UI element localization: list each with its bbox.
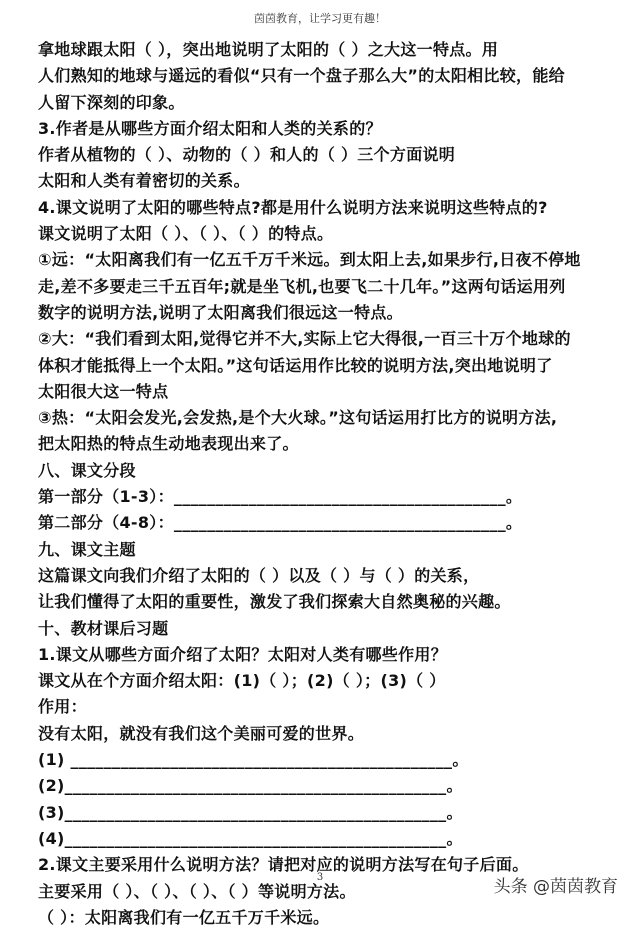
text-line: 拿地球跟太阳（ ），突出地说明了太阳的（ ）之大这一特点。用 bbox=[38, 40, 499, 59]
text-line: 作者从植物的（ ）、动物的（ ）和人的（ ）三个方面说明 bbox=[38, 145, 456, 165]
section-heading: 十、教材课后习题 bbox=[38, 618, 169, 638]
text-line: ③热：“太阳会发光,会发热,是个大火球。”这句话运用打比方的说明方法, bbox=[38, 408, 558, 428]
answer-line: (4)______________________________________________。 bbox=[38, 828, 463, 848]
text-line: 走,差不多要走三千五百年;就是坐飞机,也要飞二十几年。”这两句话运用列 bbox=[38, 276, 566, 296]
text-line: 课文说明了太阳（ ）、（ ）、（ ）的特点。 bbox=[38, 224, 334, 244]
answer-line: (3)______________________________________________。 bbox=[38, 802, 463, 822]
text-line: （ ）：太阳离我们有一亿五千万千米远。 bbox=[38, 907, 330, 927]
answer-line: (1) ______________________________________________。 bbox=[38, 750, 469, 770]
text-line: 体积才能抵得上一个太阳。”这句话运用作比较的说明方法,突出地说明了 bbox=[38, 355, 553, 375]
question-heading: 3.作者是从哪些方面介绍太阳和人类的关系的？ bbox=[38, 118, 382, 138]
text-line: 把太阳热的特点生动地表现出来了。 bbox=[38, 434, 299, 454]
text-line: 课文从在个方面介绍太阳：(1)（ ）；(2)（ ）；(3)（ ） bbox=[38, 671, 446, 691]
text-line: ②大：“我们看到太阳,觉得它并不大,实际上它大得很,一百三十万个地球的 bbox=[38, 329, 571, 349]
text-line: 太阳和人类有着密切的关系。 bbox=[38, 171, 250, 191]
text-line: 第二部分（4-8）：________________________________________。 bbox=[38, 513, 523, 533]
question-heading: 4.课文说明了太阳的哪些特点?都是用什么说明方法来说明这些特点的? bbox=[38, 197, 548, 217]
page-header: 茵茵教育，让学习更有趣！ bbox=[254, 12, 386, 25]
text-line: 作用： bbox=[38, 697, 87, 717]
worksheet-body bbox=[38, 37, 608, 931]
question-heading: 1.课文从哪些方面介绍了太阳？太阳对人类有哪些作用？ bbox=[38, 644, 448, 664]
question-heading: 2.课文主要采用什么说明方法？请把对应的说明方法写在句子后面。 bbox=[38, 855, 529, 875]
text-line: 第一部分（1-3）：________________________________________。 bbox=[38, 487, 523, 507]
text-line: 主要采用（ ）、（ ）、（ ）、（ ）等说明方法。 bbox=[38, 881, 356, 901]
text-line: 让我们懂得了太阳的重要性，激发了我们探索大自然奥秘的兴趣。 bbox=[38, 592, 511, 612]
text-line: 人留下深刻的印象。 bbox=[38, 92, 185, 112]
section-heading: 九、课文主题 bbox=[38, 539, 136, 559]
text-line: 这篇课文向我们介绍了太阳的（ ）以及（ ）与（ ）的关系， bbox=[38, 565, 480, 585]
answer-line: (2)______________________________________________。 bbox=[38, 776, 463, 796]
text-line: 太阳很大这一特点 bbox=[38, 381, 169, 401]
section-heading: 八、课文分段 bbox=[38, 460, 136, 480]
watermark: 头条 @茵茵教育 bbox=[493, 877, 618, 897]
page-number: 3 bbox=[316, 872, 324, 883]
text-line: ①远：“太阳离我们有一亿五千万千米远。到太阳上去,如果步行,日夜不停地 bbox=[38, 250, 581, 270]
text-line: 数字的说明方法,说明了太阳离我们很远这一特点。 bbox=[38, 302, 403, 322]
text-line: 人们熟知的地球与遥远的看似“只有一个盘子那么大”的太阳相比较，能给 bbox=[38, 66, 565, 86]
text-line: 没有太阳，就没有我们这个美丽可爱的世界。 bbox=[38, 723, 365, 743]
